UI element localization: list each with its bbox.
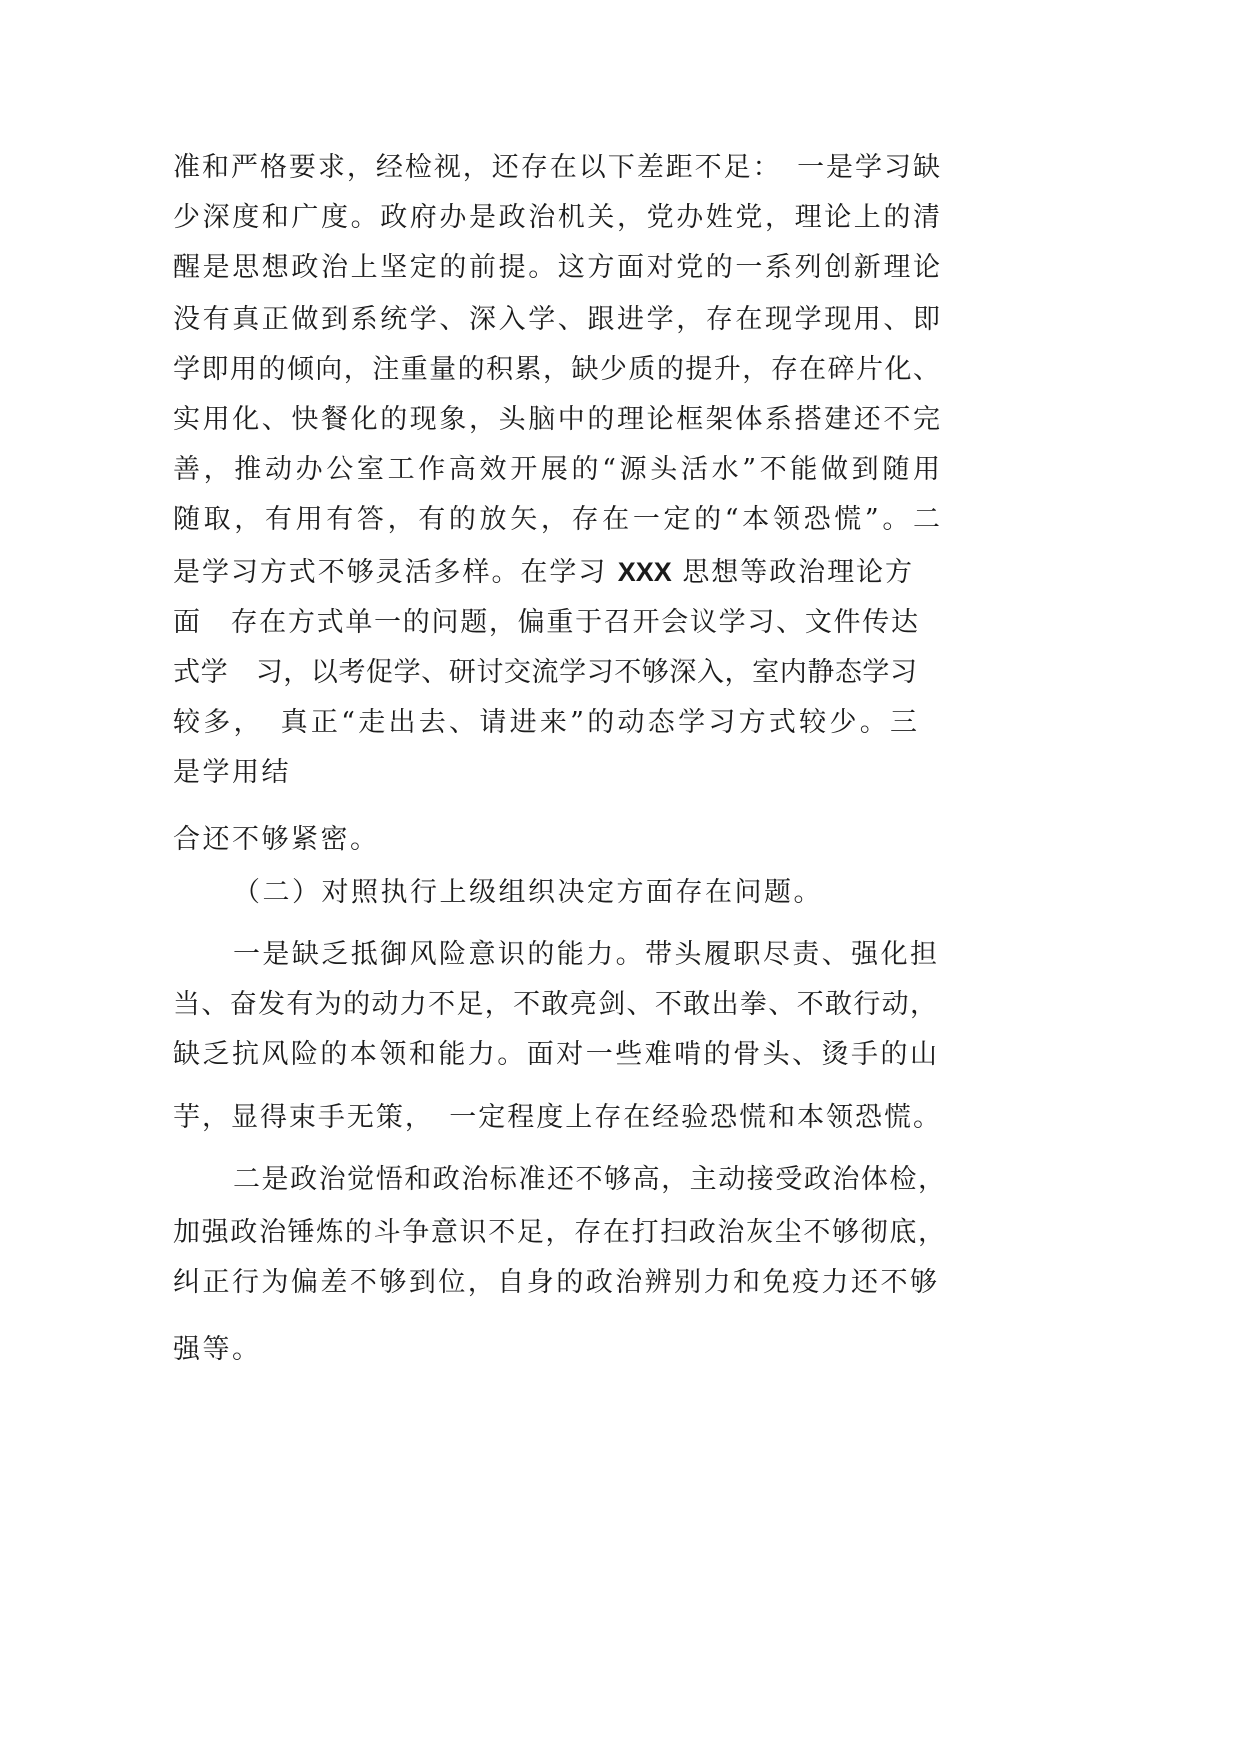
body-text-line: 缺乏抗风险的本领和能力。面对一些难啃的骨头、烫手的山 xyxy=(173,1039,937,1070)
body-text-line: 是学用结 xyxy=(173,757,291,788)
body-text-line: 随取，有用有答，有的放矢，存在一定的“本领恐慌”。二 xyxy=(173,504,940,535)
body-text-line: 式学 习，以考促学、研讨交流学习不够深入，室内静态学习 xyxy=(173,657,917,688)
body-text-line: 较多， 真正“走出去、请进来”的动态学习方式较少。三 xyxy=(173,707,917,738)
body-text-segment: 是学习方式不够灵活多样。在学习 xyxy=(173,557,618,588)
body-text-line: 善，推动办公室工作高效开展的“源头活水”不能做到随用 xyxy=(173,454,940,485)
emphasized-name: XXX xyxy=(617,557,672,587)
body-text-line: 纠正行为偏差不够到位，自身的政治辨别力和免疫力还不够 xyxy=(173,1267,937,1298)
body-text-line: 准和严格要求，经检视，还存在以下差距不足： 一是学习缺 xyxy=(173,152,940,183)
section-heading: （二）对照执行上级组织决定方面存在问题。 xyxy=(233,877,823,908)
body-text-line: 当、奋发有为的动力不足，不敢亮剑、不敢出拳、不敢行动， xyxy=(173,989,937,1020)
body-text-line: 合还不够紧密。 xyxy=(173,824,380,855)
body-text-line: 一是缺乏抵御风险意识的能力。带头履职尽责、强化担 xyxy=(233,939,937,970)
body-text-line: 加强政治锤炼的斗争意识不足，存在打扫政治灰尘不够彻底， xyxy=(173,1217,945,1248)
body-text-line: 醒是思想政治上坚定的前提。这方面对党的一系列创新理论 xyxy=(173,252,940,283)
body-text-line: 少深度和广度。政府办是政治机关，党办姓党，理论上的清 xyxy=(173,202,940,233)
body-text-line: 芋，显得束手无策， 一定程度上存在经验恐慌和本领恐慌。 xyxy=(173,1102,940,1133)
body-text-line xyxy=(173,554,912,590)
body-text-line: 学即用的倾向，注重量的积累，缺少质的提升，存在碎片化、 xyxy=(173,354,940,385)
body-text-line: 实用化、快餐化的现象，头脑中的理论框架体系搭建还不完 xyxy=(173,404,940,435)
body-text-line: 二是政治觉悟和政治标准还不够高，主动接受政治体检， xyxy=(233,1164,945,1195)
body-text-segment: 思想等政治理论方 xyxy=(671,557,912,588)
body-text-line: 强等。 xyxy=(173,1334,262,1365)
body-text-line: 没有真正做到系统学、深入学、跟进学，存在现学现用、即 xyxy=(173,304,940,335)
body-text-line: 面 存在方式单一的问题，偏重于召开会议学习、文件传达 xyxy=(173,607,918,638)
